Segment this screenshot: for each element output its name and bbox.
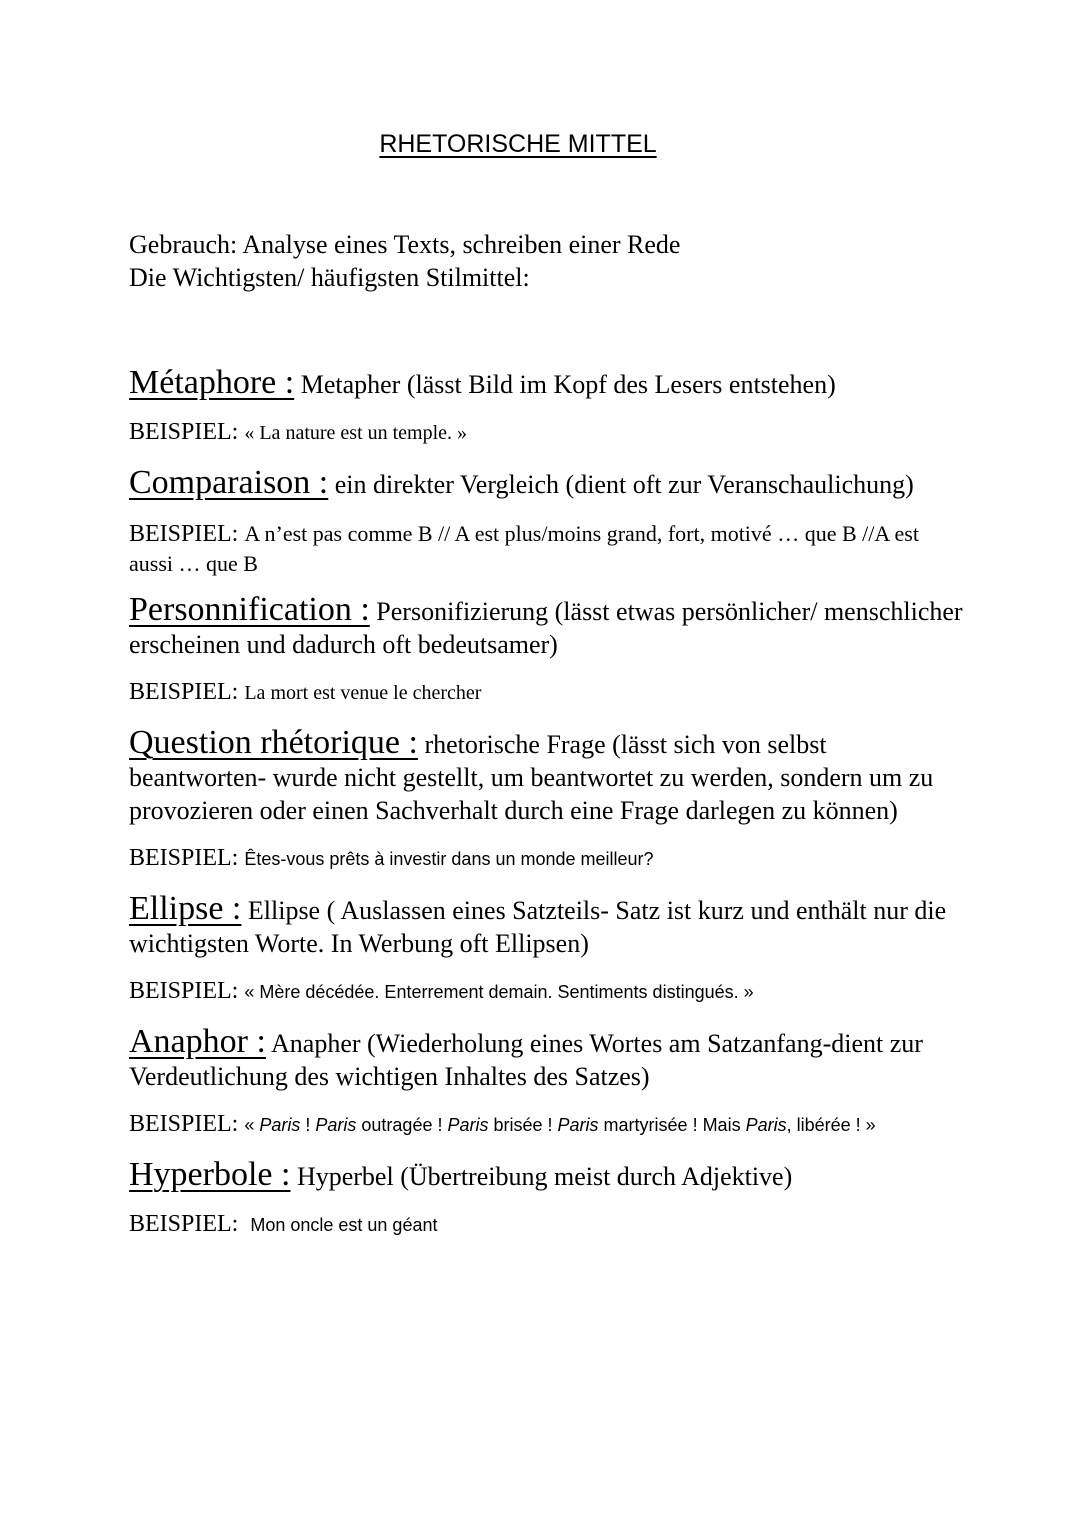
- example-label: BEISPIEL:: [129, 1111, 239, 1137]
- example-label: BEISPIEL:: [129, 419, 239, 445]
- example-text: « Mère décédée. Enterrement demain. Sentiments distingués. »: [244, 982, 754, 1002]
- device-term: Hyperbole :: [129, 1156, 291, 1193]
- device-anaphor: [129, 1025, 964, 1093]
- example-label: BEISPIEL:: [129, 679, 239, 705]
- example-text: La mort est venue le chercher: [244, 682, 482, 704]
- device-term: Comparaison :: [129, 464, 329, 501]
- device-description: Metapher (lässt Bild im Kopf des Lesers entstehen): [300, 370, 836, 399]
- device-example: [129, 417, 964, 448]
- device-term: Personnification :: [129, 591, 370, 628]
- device-metaphore: [129, 366, 964, 401]
- example-label: BEISPIEL:: [129, 1211, 239, 1237]
- device-example: [129, 519, 964, 579]
- example-text: Êtes-vous prêts à investir dans un monde meilleur?: [244, 849, 654, 869]
- device-description: Hyperbel (Übertreibung meist durch Adjektive): [296, 1162, 793, 1191]
- device-personnification: [129, 593, 964, 661]
- device-question-rhetorique: [129, 726, 964, 827]
- intro: [129, 228, 1009, 294]
- example-label: BEISPIEL:: [129, 845, 239, 871]
- device-example: [129, 677, 964, 708]
- device-description: Ellipse ( Auslassen eines Satzteils- Satz ist kurz und enthält nur die wichtigsten Worte. In Werbung oft Ellipsen): [129, 896, 947, 958]
- example-text: A n’est pas comme B // A est plus/moins grand, fort, motivé … que B //A est aussi … que B: [129, 521, 919, 576]
- example-text: « Paris ! Paris outragée ! Paris brisée ! Paris martyrisée ! Mais Paris, libérée ! »: [244, 1115, 876, 1135]
- device-description: Anapher (Wiederholung eines Wortes am Satzanfang-dient zur Verdeutlichung des wichtigen Inhaltes des Satzes): [129, 1029, 923, 1091]
- device-term: Question rhétorique :: [129, 724, 418, 761]
- intro-usage: Gebrauch: Analyse eines Texts, schreiben einer Rede: [129, 230, 681, 259]
- device-term: Métaphore :: [129, 364, 295, 401]
- device-example: [129, 1209, 964, 1240]
- device-example: [129, 976, 964, 1007]
- device-comparaison: [129, 466, 964, 501]
- intro-list-heading: Die Wichtigsten/ häufigsten Stilmittel:: [129, 263, 530, 292]
- device-hyperbole: [129, 1158, 964, 1193]
- example-label: BEISPIEL:: [129, 978, 239, 1004]
- device-term: Ellipse :: [129, 890, 242, 927]
- devices-list: [129, 360, 964, 1240]
- device-example: [129, 1109, 964, 1140]
- device-description: ein direkter Vergleich (dient oft zur Veranschaulichung): [334, 470, 914, 499]
- device-description: rhetorische Frage (lässt sich von selbst beantworten- wurde nicht gestellt, um beantwortet zu werden, sondern um zu provozieren oder einen Sachverhalt durch eine Frage darlegen zu können): [129, 730, 934, 825]
- device-ellipse: [129, 892, 964, 960]
- page-title: RHETORISCHE MITTEL: [379, 130, 657, 158]
- device-description: Personifizierung (lässt etwas persönlicher/ menschlicher erscheinen und dadurch oft bedeutsamer): [129, 597, 963, 659]
- example-text: Mon oncle est un géant: [250, 1215, 438, 1235]
- example-label: BEISPIEL:: [129, 521, 239, 547]
- example-text: « La nature est un temple. »: [244, 422, 468, 444]
- device-example: [129, 843, 964, 874]
- device-term: Anaphor :: [129, 1023, 266, 1060]
